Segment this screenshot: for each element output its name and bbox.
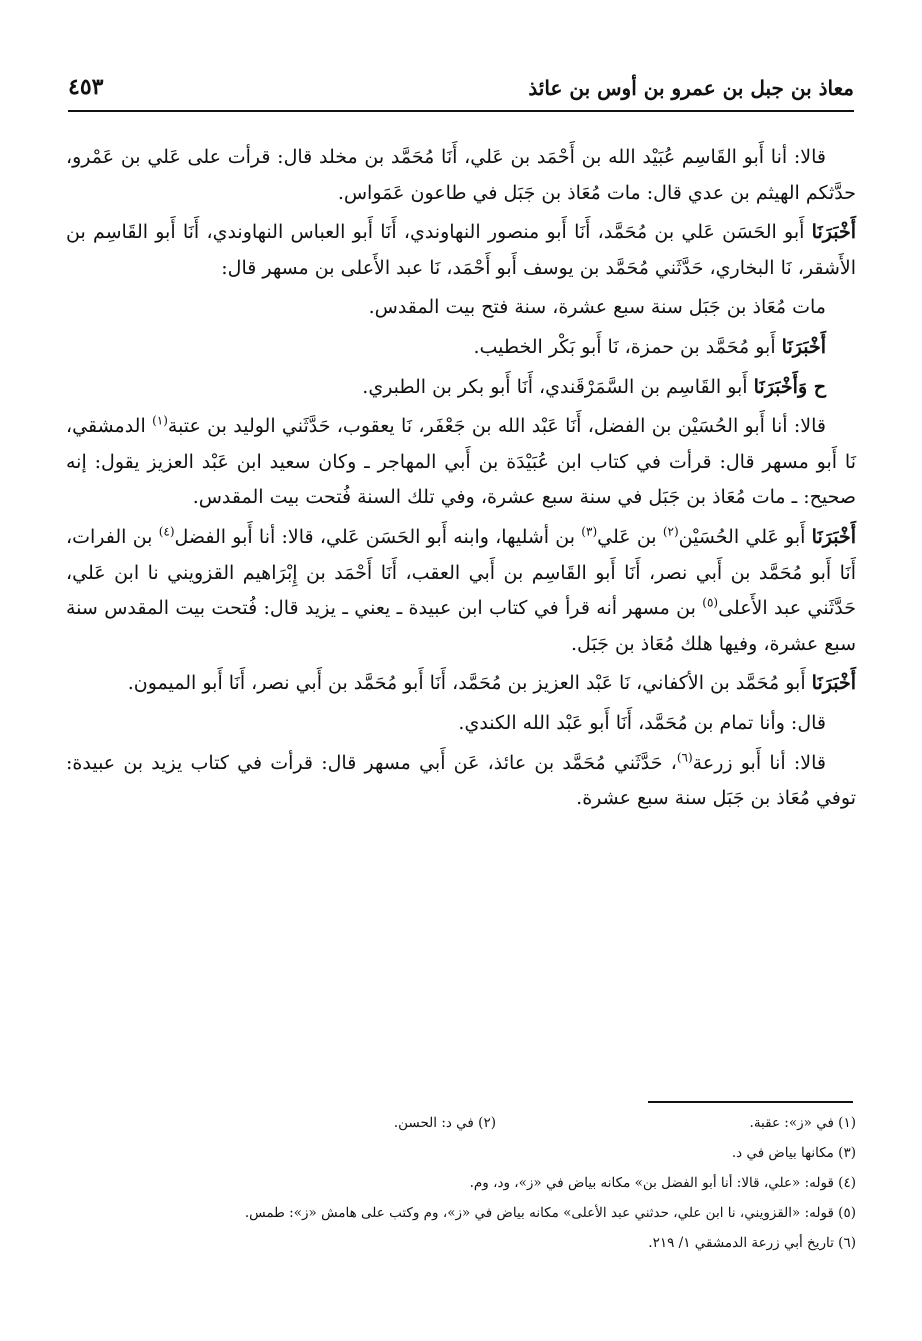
footnote-1: (١) في «ز»: عقبة.	[749, 1115, 856, 1131]
paragraph-text: بن مسهر أنه قرأ في كتاب ابن عبيدة ـ يعني ـ يزيد قال: فُتحت بيت المقدس سنة سبع عشرة، وفيها هلك مُعَاذ بن جَبَل.	[66, 597, 856, 655]
page-header	[68, 70, 854, 112]
paragraph-7	[66, 520, 856, 662]
akhbarana-lead: أَخْبَرَنَا	[811, 221, 856, 244]
footnote-5: (٥) قوله: «القزويني، نا ابن علي، حدثني عبد الأعلى» مكانه بياض في «ز»، وم وكتب على هامش «ز»: طمس.	[244, 1205, 856, 1221]
akhbarana-lead: ح وَأَخْبَرَنَا	[753, 375, 826, 398]
running-title: معاذ بن جبل بن عمرو بن أوس بن عائذ	[528, 76, 854, 100]
paragraph-text: قال: وأنا تمام بن مُحَمَّد، أَنَا أَبو عَبْد الله الكندي.	[458, 711, 826, 734]
paragraph-text: أَبو عَلي الحُسَيْن	[678, 525, 812, 548]
paragraph-3	[66, 290, 856, 326]
akhbarana-lead: أَخْبَرَنَا	[811, 672, 856, 695]
paragraph-6	[66, 409, 856, 516]
footnote-ref-2[interactable]: (٢)	[662, 524, 679, 539]
footnote-2: (٢) في د: الحسن.	[393, 1115, 496, 1131]
paragraph-1	[66, 140, 856, 211]
paragraph-8	[66, 666, 856, 702]
footnote-ref-4[interactable]: (٤)	[158, 524, 175, 539]
paragraph-text: ، حَدَّثَني مُحَمَّد بن عائذ، عَن أَبي مسهر قال: قرأت في كتاب يزيد بن عبيدة: توفي مُعَاذ بن جَبَل سنة سبع عشرة.	[66, 751, 856, 810]
akhbarana-lead: أَخْبَرَنَا	[811, 525, 856, 548]
footnote-ref-1[interactable]: (١)	[152, 413, 168, 428]
paragraph-text: بن عَلي	[597, 525, 663, 548]
footnote-6: (٦) تاريخ أبي زرعة الدمشقي ١/ ٢١٩.	[648, 1235, 856, 1251]
footnote-ref-6[interactable]: (٦)	[676, 750, 693, 765]
footnote-row-1-2	[66, 1108, 856, 1138]
main-text	[66, 140, 856, 821]
footnote-ref-5[interactable]: (٥)	[702, 595, 719, 610]
footnotes	[66, 1108, 856, 1258]
paragraph-text: قالا: أنا أَبو القَاسِم عُبَيْد الله بن أَحْمَد بن عَلي، أَنَا مُحَمَّد بن مخلد قال: قرأت على عَلي بن عَمْرو، حدَّثكم الهيثم بن عدي قال: مات مُعَاذ بن جَبَل في طاعون عَمَواس.	[66, 146, 856, 204]
paragraph-4	[66, 330, 856, 366]
paragraph-text: قالا: أنا أَبو زرعة	[692, 751, 826, 774]
footnote-divider	[648, 1101, 853, 1103]
paragraph-text: أَبو القَاسِم بن السَّمَرْقَندي، أَنَا أَبو بكر بن الطبري.	[362, 375, 754, 398]
paragraph-10	[66, 746, 856, 817]
paragraph-text: الدمشقي، نَا أَبو مسهر قال: قرأت في كتاب ابن عُبَيْدَة بن أَبي المهاجر ـ وكان سعيد ابن عَبْد العزيز يقول: إنه صحيح: ـ مات مُعَاذ بن جَبَل في سنة سبع عشرة، وفي تلك السنة فُتحت بيت المقدس.	[66, 415, 856, 509]
paragraph-text: أَبو الحَسَن عَلي بن مُحَمَّد، أَنَا أَبو منصور النهاوندي، أَنَا أَبو العباس النهاوندي، أَنَا أَبو القَاسِم بن الأَشقر، نَا البخاري، حَدَّثَني مُحَمَّد بن يوسف أَبو أَحْمَد، نَا عبد الأَعلى بن مسهر قال:	[66, 221, 856, 279]
paragraph-text: أَبو مُحَمَّد بن حمزة، نَا أَبو بَكْر الخطيب.	[473, 335, 782, 358]
footnote-4: (٤) قوله: «علي، قالا: أنا أبو الفضل بن» مكانه بياض في «ز»، ود، وم.	[469, 1175, 856, 1191]
paragraph-9	[66, 706, 856, 742]
paragraph-text: أَبو مُحَمَّد بن الأكفاني، نَا عَبْد العزيز بن مُحَمَّد، أَنَا أَبو مُحَمَّد بن أَبي نصر، أَنَا أَبو الميمون.	[127, 672, 812, 695]
paragraph-text: بن أشليها، وابنه أَبو الحَسَن عَلي، قالا: أنا أَبو الفضل	[174, 525, 582, 548]
paragraph-2	[66, 215, 856, 286]
paragraph-5	[66, 370, 856, 406]
page-number: ٤٥٣	[68, 74, 104, 100]
akhbarana-lead: أَخْبَرَنَا	[781, 335, 826, 358]
paragraph-text: مات مُعَاذ بن جَبَل سنة سبع عشرة، سنة فتح بيت المقدس.	[368, 296, 826, 319]
paragraph-text: بن الفرات، أَنَا أَبو مُحَمَّد بن أَبي نصر، أَنَا أَبو القَاسِم بن أَبي العقب، أَنَا أَحْمَد بن إِبْرَاهيم القزويني نا ابن عَلي، حَدَّثَني عبد الأَعلى	[66, 525, 856, 620]
footnote-3: (٣) مكانها بياض في د.	[731, 1145, 856, 1161]
paragraph-text: قالا: أنا أَبو الحُسَيْن بن الفضل، أَنَا عَبْد الله بن جَعْفَر، نَا يعقوب، حَدَّثَني الوليد بن عتبة	[167, 415, 826, 438]
footnote-ref-3[interactable]: (٣)	[581, 524, 598, 539]
